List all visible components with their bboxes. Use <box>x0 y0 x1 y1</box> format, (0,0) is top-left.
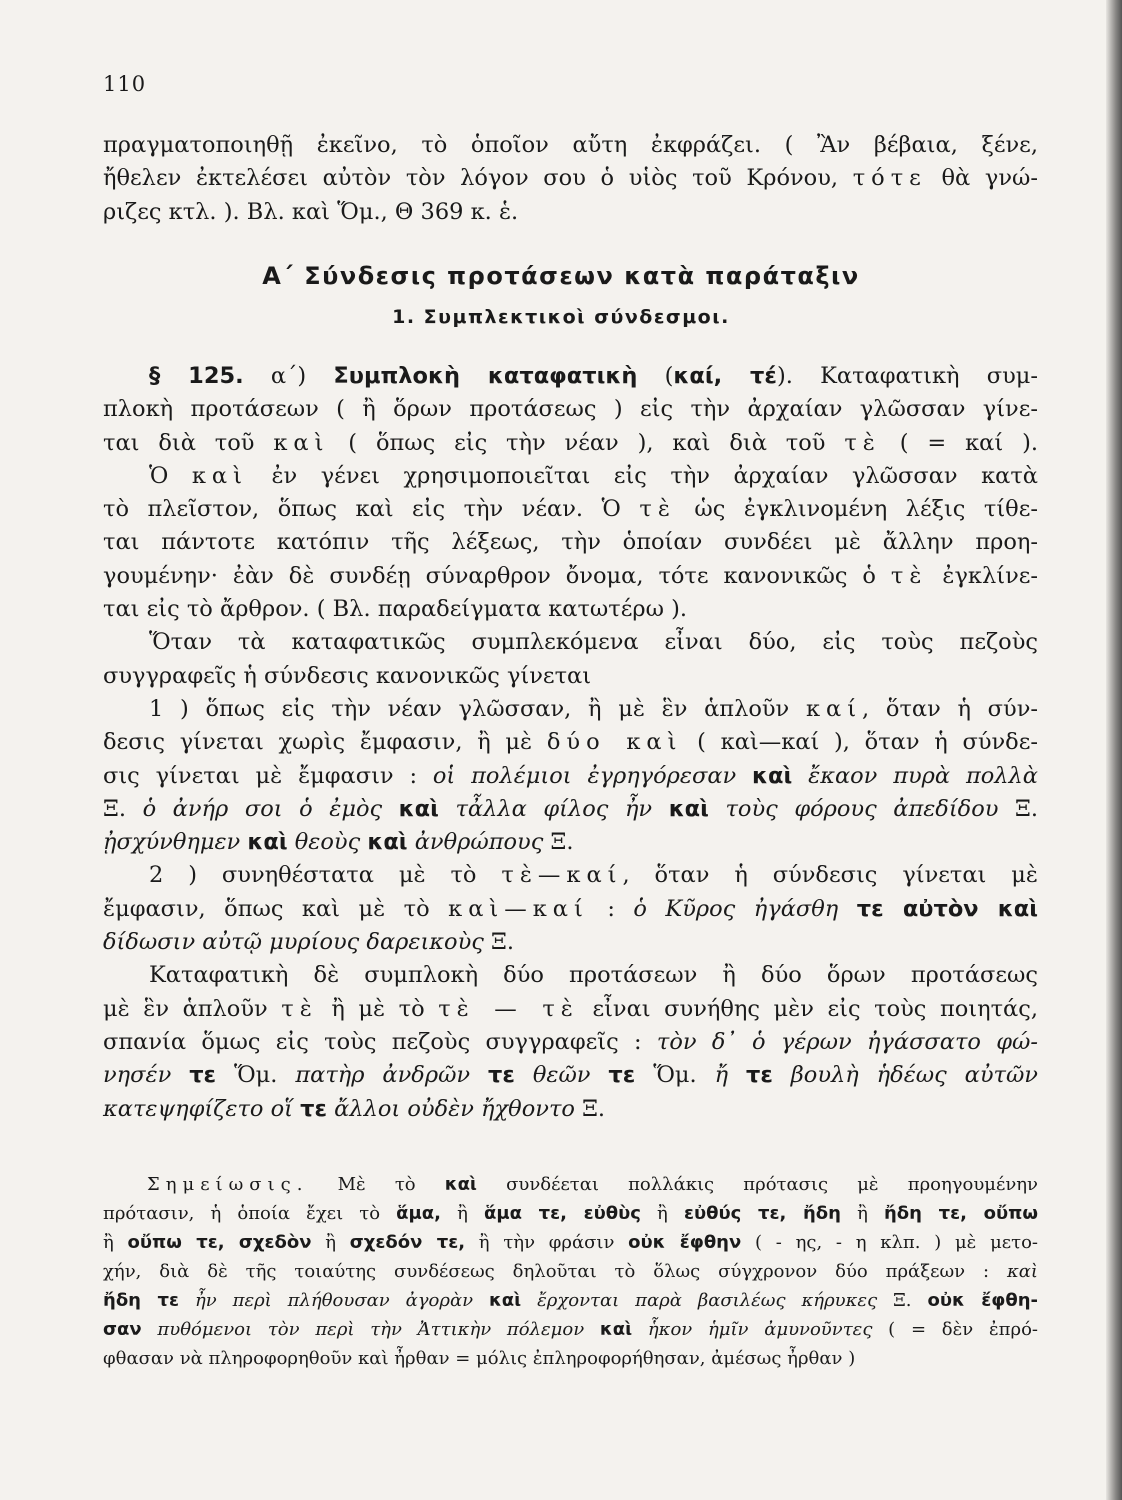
text-run: ( <box>637 363 674 389</box>
text-run: τὲ <box>844 429 881 456</box>
text-run: συγγραφεῖς ἡ σύνδεσις κανονικῶς γίνεται <box>103 662 592 689</box>
section-subheading: 1. Συμπλεκτικοὶ σύνδεσμοι. <box>392 306 730 328</box>
text-run: Μὲ τὸ <box>308 1174 445 1195</box>
text-run: συνδέεται πολλάκις πρότασις μὲ προηγουμένην <box>476 1174 1038 1195</box>
text-line <box>103 926 1038 959</box>
text-run: οὐκ ἔφθη- <box>927 1290 1038 1311</box>
text-run: τε αὐτὸν καὶ <box>856 895 1039 922</box>
text-run: οὐκ ἔφθην <box>628 1232 742 1253</box>
text-run: καὶ <box>398 795 439 822</box>
text-run: ἅμα τε, εὐθὺς <box>483 1203 641 1224</box>
text-line <box>103 660 1038 693</box>
text-run: Ὁ <box>149 462 192 489</box>
text-run: Καταφατικὴ δὲ συμπλοκὴ δύο προτάσεων ἢ δύο ὅρων προτάσεως <box>149 962 1038 989</box>
text-run: Σημείωσις. <box>147 1174 309 1195</box>
text-run: Ξ. <box>543 829 574 856</box>
text-line <box>103 1228 1038 1257</box>
text-run: τἆλλα φίλος ἦν <box>438 795 669 822</box>
text-run: ἢ μὲ τὸ <box>317 995 439 1022</box>
text-run: καὶ—καί <box>448 895 589 922</box>
text-line <box>103 560 1038 593</box>
text-run: ἢ <box>840 1203 884 1224</box>
text-line <box>103 526 1038 559</box>
text-line <box>103 427 1038 460</box>
text-line <box>103 460 1038 493</box>
text-run: τὸ πλεῖστον, ὅπως καὶ εἰς τὴν νέαν. Ὁ <box>103 496 640 523</box>
text-line <box>103 360 1038 393</box>
text-run: ἐν γένει χρησιμοποιεῖται εἰς τὴν ἀρχαίαν γλῶσσαν κατὰ <box>247 462 1038 489</box>
text-run: καί, τέ <box>673 363 777 389</box>
text-run: τότε <box>852 165 927 192</box>
text-line <box>103 1059 1038 1092</box>
text-run: ὡς ἐγκλινομένη λέξις τίθε- <box>675 496 1038 523</box>
text-run: ἔκαον πυρὰ πολλὰ <box>792 762 1038 789</box>
text-run: , ὅταν ἡ σύν- <box>862 695 1038 722</box>
text-run: καὶ <box>247 829 288 856</box>
text-run: ριζες κτλ. ). Βλ. καὶ Ὅμ., Θ 369 κ. ἑ. <box>103 198 519 225</box>
text-run: Ξ. <box>483 929 515 956</box>
text-run: Συμπλοκὴ καταφατικὴ <box>333 363 638 389</box>
page-edge-shadow <box>1106 0 1122 1500</box>
text-run: εὐθύς τε, ἤδη <box>683 1203 841 1224</box>
text-line <box>103 893 1038 926</box>
text-run: καὶ <box>191 462 248 489</box>
text-run: δίδωσιν αὐτῷ μυρίους δαρεικοὺς <box>103 929 484 956</box>
text-line <box>103 129 1038 162</box>
text-run: ἢ <box>640 1203 684 1224</box>
text-line <box>103 393 1038 426</box>
text-line <box>103 1286 1038 1315</box>
text-run: ἢ <box>440 1203 484 1224</box>
text-run: ἤθελεν ἐκτελέσει αὐτὸν τὸν λόγον σου ὁ υἱὸς τοῦ Κρόνου, <box>103 165 853 192</box>
text-line <box>103 693 1038 726</box>
text-run: πατὴρ ἀνδρῶν <box>295 1062 489 1089</box>
text-run: 1 ) ὅπως εἰς τὴν νέαν γλῶσσαν, ἢ μὲ ἓν ἁπλοῦν <box>149 695 806 722</box>
intro-paragraph <box>103 129 1038 229</box>
text-line <box>103 793 1038 826</box>
text-run: τὸν δ᾽ ὁ γέρων ἠγάσσατο φώ- <box>656 1028 1038 1055</box>
text-run: τὲ—καί <box>501 862 623 889</box>
text-run: : <box>588 895 634 922</box>
text-run: ( καὶ—καί ), ὅταν ἡ σύνδε- <box>682 729 1038 756</box>
text-run: Ὅμ. <box>216 1062 296 1089</box>
text-run: γουμένην· ἐὰν δὲ συνδέῃ σύναρθρον ὄνομα, τότε κανονικῶς ὁ <box>103 562 891 589</box>
text-run: σαν <box>103 1319 142 1340</box>
text-run: ἤ <box>714 1062 746 1089</box>
text-run: ὁ ἀνήρ σοι ὁ ἐμὸς <box>142 795 399 822</box>
text-run: τὲ <box>639 496 676 523</box>
text-line <box>103 162 1038 195</box>
text-run: χήν, διὰ δὲ τῆς τοιαύτης συνδέσεως δηλοῦται τὸ ὅλως σύγχρονον δύο πράξεων : <box>103 1261 1007 1282</box>
text-run: ὁ Κῦρος ἠγάσθη <box>633 895 857 922</box>
text-run: νησέν <box>103 1062 190 1089</box>
text-line <box>103 959 1038 992</box>
text-line <box>103 760 1038 793</box>
text-run: Ξ. <box>877 1290 928 1311</box>
text-run: Ὅμ. <box>635 1062 715 1089</box>
text-line <box>103 1093 1038 1126</box>
text-run: ( = δὲν ἐπρό- <box>872 1319 1038 1340</box>
text-run: Ξ. <box>998 795 1039 822</box>
text-run: ( = καί ). <box>880 429 1039 456</box>
text-line <box>103 726 1038 759</box>
text-run: ἤδη τε, οὔπω <box>883 1203 1039 1224</box>
text-run: δεσις γίνεται χωρὶς ἔμφασιν, ἢ μὲ <box>103 729 547 756</box>
text-run: ἦν περὶ πλήθουσαν ἀγορὰν <box>179 1290 490 1311</box>
text-run: μὲ ἓν ἁπλοῦν <box>103 995 282 1022</box>
text-run: φθασαν νὰ πληροφορηθοῦν καὶ ἦρθαν = μόλις ἐπληροφορήθησαν, ἀμέσως ἦρθαν ) <box>103 1348 856 1369</box>
text-run: ἤδη τε <box>103 1290 179 1311</box>
text-line <box>103 626 1038 659</box>
text-run: τοὺς φόρους ἀπεδίδου <box>708 795 999 822</box>
text-run: πρότασιν, ἡ ὁποία ἔχει τὸ <box>103 1203 397 1224</box>
text-run: § 125. <box>149 363 244 389</box>
text-run: ται διὰ τοῦ <box>103 429 274 456</box>
text-run: ᾐσχύνθημεν <box>103 829 248 856</box>
text-run: καὶ <box>1006 1261 1038 1282</box>
text-run: Ὅταν τὰ καταφατικῶς συμπλεκόμενα εἶναι δύο, εἰς τοὺς πεζοὺς <box>149 629 1038 656</box>
text-run: ἐγκλίνε- <box>927 562 1039 589</box>
text-run: καὶ <box>668 795 709 822</box>
text-run: ἀνθρώπους <box>407 829 544 856</box>
text-line <box>103 196 1038 229</box>
text-run: ἧκον ἡμῖν ἀμυνοῦντες <box>632 1319 873 1340</box>
text-run: πλοκὴ προτάσεων ( ἢ ὅρων προτάσεως ) εἰς τὴν ἀρχαίαν γλῶσσαν γίνε- <box>103 396 1038 423</box>
text-run: καὶ <box>273 429 330 456</box>
text-run: οὔπω τε, σχεδὸν <box>127 1232 312 1253</box>
text-run: τε <box>189 1062 217 1089</box>
text-run: θεοὺς <box>287 829 368 856</box>
text-run: δύο καὶ <box>546 729 683 756</box>
text-run: ται πάντοτε κατόπιν τῆς λέξεως, τὴν ὁποίαν συνδέει μὲ ἄλλην προη- <box>103 529 1038 556</box>
text-line <box>103 1199 1038 1228</box>
text-run: ( ὅπως εἰς τὴν νέαν ), καὶ διὰ τοῦ <box>329 429 845 456</box>
text-line <box>103 593 1038 626</box>
text-run: ἢ τὴν φράσιν <box>465 1232 629 1253</box>
text-run: καὶ <box>367 829 408 856</box>
text-run: καί <box>805 695 863 722</box>
text-run: τε <box>488 1062 515 1089</box>
text-run: ). Καταφατικὴ συμ- <box>776 363 1038 389</box>
text-line <box>103 993 1038 1026</box>
text-run: τε <box>745 1062 773 1089</box>
note-block <box>103 1170 1038 1373</box>
text-run: ἅμα, <box>396 1203 441 1224</box>
text-line <box>103 859 1038 892</box>
text-run: θὰ γνώ- <box>926 165 1038 192</box>
text-run: ἔρχονται παρὰ βασιλέως κήρυκες <box>521 1290 878 1311</box>
text-run: οἱ πολέμιοι ἐγρηγόρεσαν <box>432 762 753 789</box>
text-run: ται εἰς τὸ ἄρθρον. ( Βλ. παραδείγματα κατωτέρω ). <box>103 596 688 623</box>
text-line <box>103 826 1038 859</box>
text-line <box>103 1026 1038 1059</box>
text-run: σπανία ὅμως εἰς τοὺς πεζοὺς συγγραφεῖς : <box>103 1028 657 1055</box>
text-run: τε <box>300 1095 327 1122</box>
text-line <box>103 493 1038 526</box>
text-line <box>103 1257 1038 1286</box>
text-line <box>103 1315 1038 1344</box>
text-run: καὶ <box>599 1319 633 1340</box>
text-run: εἶναι συνήθης μὲν εἰς τοὺς ποιητάς, <box>578 995 1038 1022</box>
text-run: καὶ <box>444 1174 477 1195</box>
text-run: τὲ <box>281 995 318 1022</box>
text-run: ἢ <box>103 1232 128 1253</box>
text-run: τε <box>608 1062 636 1089</box>
text-run: Ξ. <box>103 795 143 822</box>
section-125-body <box>103 360 1038 1126</box>
text-run: σις γίνεται μὲ ἔμφασιν : <box>103 762 433 789</box>
text-run: θεῶν <box>514 1062 609 1089</box>
text-run: κατεψηφίζετο οἵ <box>103 1095 301 1122</box>
text-line <box>103 1170 1038 1199</box>
text-run: καὶ <box>489 1290 522 1311</box>
text-run: καὶ <box>752 762 793 789</box>
text-run: ( - ης, - η κλπ. ) μὲ μετο- <box>741 1232 1038 1253</box>
page-number: 110 <box>103 72 147 96</box>
text-line <box>103 1344 1038 1373</box>
text-run: σχεδόν τε, <box>349 1232 466 1253</box>
text-run: ἢ <box>311 1232 350 1253</box>
text-run: , ὅταν ἡ σύνδεσις γίνεται μὲ <box>622 862 1038 889</box>
text-run: πυθόμενοι τὸν περὶ τὴν Ἀττικὴν πόλεμον <box>141 1319 600 1340</box>
text-run: τὲ — τὲ <box>438 995 579 1022</box>
text-run: α΄) <box>243 363 334 389</box>
text-run: βουλὴ ἡδέως αὐτῶν <box>772 1062 1038 1089</box>
text-run: ἄλλοι οὐδὲν ἤχθοντο <box>327 1095 575 1122</box>
text-run: πραγματοποιηθῇ ἐκεῖνο, τὸ ὁποῖον αὔτη ἐκφράζει. ( Ἂν βέβαια, ξένε, <box>103 132 1038 158</box>
section-heading: Α΄ Σύνδεσις προτάσεων κατὰ παράταξιν <box>262 262 860 290</box>
text-run: ἔμφασιν, ὅπως καὶ μὲ τὸ <box>103 895 449 922</box>
text-run: τὲ <box>890 562 928 589</box>
text-run: 2 ) συνηθέστατα μὲ τὸ <box>149 862 502 889</box>
text-run: Ξ. <box>574 1095 606 1122</box>
